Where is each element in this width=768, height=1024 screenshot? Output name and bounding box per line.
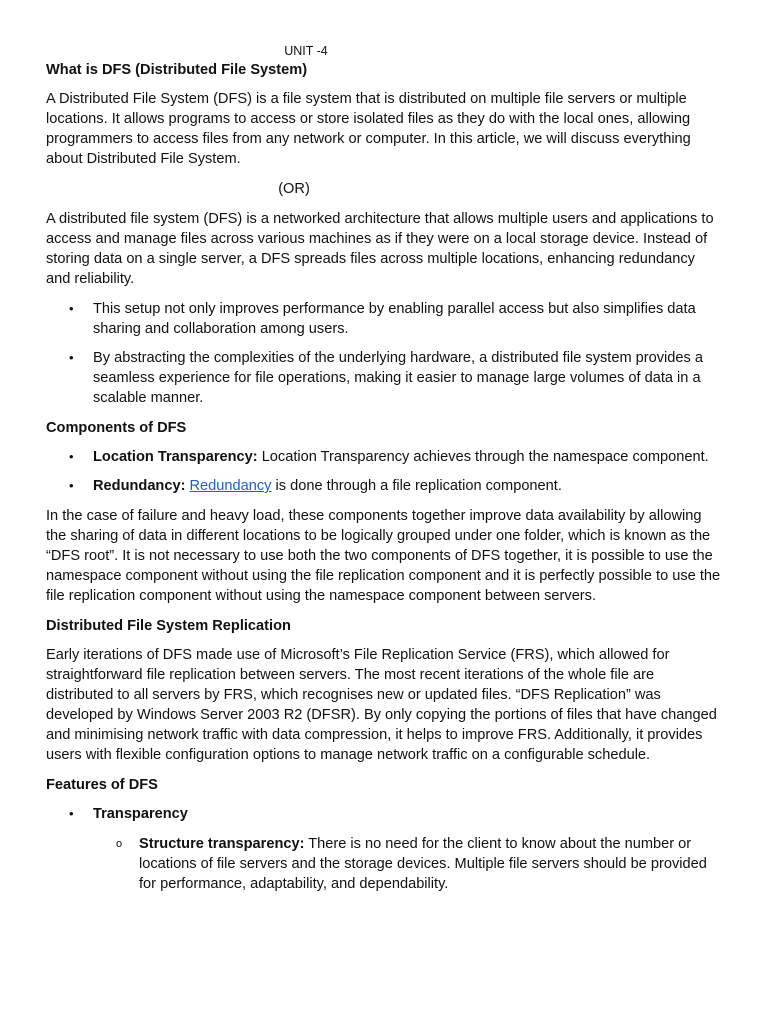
component-label-redundancy: Redundancy: <box>93 478 186 494</box>
structure-transparency-text: There is no need for the client to know about the number or locations of file servers and the storage devices. Multiple file servers should be provided for performance, adaptability, and dependability. <box>139 836 707 892</box>
list-item <box>46 299 722 339</box>
bullet-icon: • <box>69 301 74 316</box>
heading-components: Components of DFS <box>46 420 187 436</box>
bullet-icon: • <box>69 449 74 464</box>
list-item-text: By abstracting the complexities of the underlying hardware, a distributed file system provides a seamless experience for file operations, making it easier to manage large volumes of data in a scalable manner. <box>93 350 704 406</box>
or-separator: (OR) <box>278 181 310 197</box>
dfs-benefits-list <box>46 299 722 408</box>
paragraph-dfs-definition: A Distributed File System (DFS) is a file system that is distributed on multiple file servers or multiple locations. It allows programs to access or store isolated files as they do with the local ones, allowing programmers to access files from any network or computer. In this article, we will discuss everything about Distributed File System. <box>46 91 691 167</box>
transparency-sublist <box>46 834 722 894</box>
heading-what-is-dfs: What is DFS (Distributed File System) <box>46 62 308 78</box>
list-item-text: This setup not only improves performance by enabling parallel access but also simplifies data sharing and collaboration among users. <box>93 301 696 337</box>
list-item <box>46 476 722 496</box>
paragraph-components-detail: In the case of failure and heavy load, these components together improve data availability by allowing the sharing of data in different locations to be logically grouped under one folder, which is known as the “DFS root”. It is not necessary to use both the two components of DFS together, it is possible to use the namespace component without using the file replication component and it is perfectly possible to use the file replication component without using the namespace component between servers. <box>46 508 721 604</box>
list-item <box>46 447 722 467</box>
component-text-location: Location Transparency achieves through the namespace component. <box>257 449 709 465</box>
bullet-icon: • <box>69 478 74 493</box>
component-label-location: Location Transparency: <box>93 449 258 465</box>
list-item <box>46 834 722 894</box>
feature-transparency: Transparency <box>93 806 188 822</box>
bullet-icon: • <box>69 806 74 821</box>
features-list <box>46 804 722 824</box>
structure-transparency-label: Structure transparency: <box>139 836 305 852</box>
bullet-icon: • <box>69 350 74 365</box>
component-text-redundancy: is done through a file replication component. <box>271 478 562 494</box>
list-item <box>46 348 722 408</box>
sub-bullet-icon: o <box>116 838 123 850</box>
paragraph-replication: Early iterations of DFS made use of Microsoft’s File Replication Service (FRS), which allowed for straightforward file replication between servers. The most recent iterations of the whole file are distributed to all servers by FRS, which recognises new or updated files. “DFS Replication” was developed by Windows Server 2003 R2 (DFSR). By only copying the portions of files that have changed and minimising network traffic with data compression, it helps to improve FRS. Additionally, it provides users with flexible configuration options to manage network traffic on a configurable schedule. <box>46 647 717 763</box>
redundancy-link[interactable]: Redundancy <box>189 478 272 494</box>
list-item <box>46 804 722 824</box>
heading-replication: Distributed File System Replication <box>46 618 291 634</box>
components-list <box>46 447 722 496</box>
heading-features: Features of DFS <box>46 777 158 793</box>
document-page <box>46 42 722 903</box>
paragraph-dfs-architecture: A distributed file system (DFS) is a networked architecture that allows multiple users and applications to access and manage files across various machines as if they were on a local storage device. Instead of storing data on a single server, a DFS spreads files across multiple locations, enhancing redundancy and reliability. <box>46 211 714 287</box>
unit-label: UNIT -4 <box>284 44 328 58</box>
